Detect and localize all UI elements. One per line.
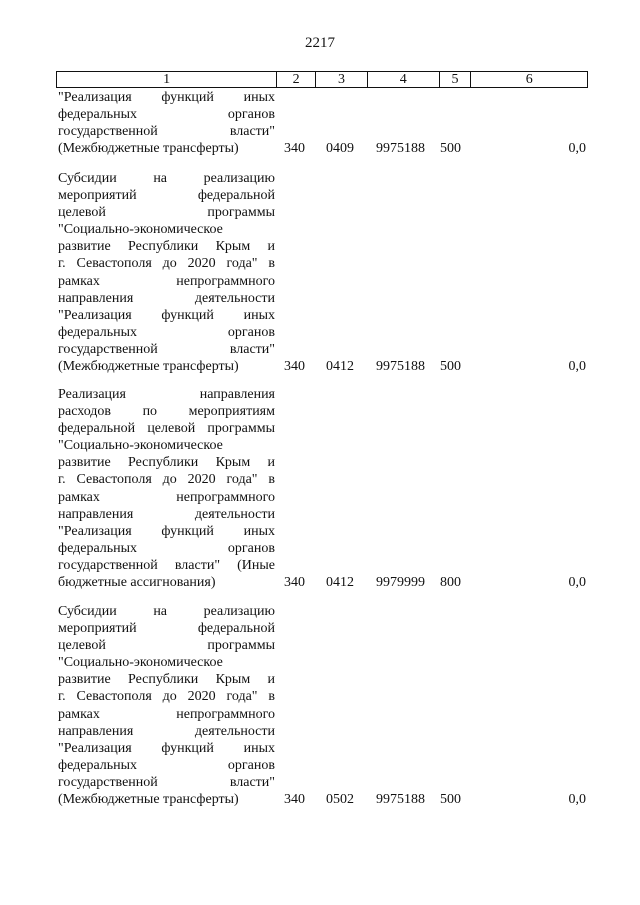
- code-pr: 0502: [326, 792, 354, 808]
- code-rzd: 340: [284, 359, 305, 375]
- amount: 0,0: [568, 359, 586, 375]
- description-line: Реализация направления: [58, 387, 275, 402]
- row-codes: [58, 358, 588, 375]
- description-line: целевой программы: [58, 205, 275, 221]
- column-header-3: 3: [316, 72, 368, 87]
- code-rzd: 340: [284, 575, 305, 591]
- description-line: (Межбюджетные трансферты): [58, 792, 239, 808]
- description-line: направления деятельности: [58, 506, 275, 522]
- table-column-header: [56, 71, 588, 88]
- code-vr: 800: [440, 575, 461, 591]
- description-line: г. Севастополя до 2020 года" в: [58, 472, 275, 488]
- description-line: Субсидии на реализацию: [58, 171, 275, 186]
- description-line: развитие Республики Крым и: [58, 239, 275, 255]
- column-header-1: 1: [57, 72, 277, 87]
- row-description: [58, 386, 275, 591]
- description-line: федеральных органов: [58, 757, 275, 773]
- table-row: [58, 170, 588, 375]
- row-codes: [58, 791, 588, 808]
- description-line: "Социально-экономическое: [58, 655, 223, 671]
- description-line: Субсидии на реализацию: [58, 604, 275, 619]
- code-vr: 500: [440, 141, 461, 157]
- column-header-5: 5: [440, 72, 472, 87]
- code-pr: 0409: [326, 141, 354, 157]
- description-line: государственной власти" (Иные: [58, 557, 275, 573]
- code-vr: 500: [440, 359, 461, 375]
- description-line: "Социально-экономическое: [58, 438, 223, 454]
- description-line: г. Севастополя до 2020 года" в: [58, 689, 275, 705]
- amount: 0,0: [568, 792, 586, 808]
- description-line: расходов по мероприятиям: [58, 404, 275, 420]
- description-line: рамках непрограммного: [58, 273, 275, 289]
- description-line: бюджетные ассигнования): [58, 575, 216, 591]
- description-line: "Реализация функций иных: [58, 90, 275, 105]
- description-line: "Реализация функций иных: [58, 523, 275, 539]
- column-header-2: 2: [277, 72, 316, 87]
- description-line: государственной власти": [58, 341, 275, 357]
- description-line: (Межбюджетные трансферты): [58, 359, 239, 375]
- description-line: "Реализация функций иных: [58, 307, 275, 323]
- description-line: целевой программы: [58, 638, 275, 654]
- column-header-6: 6: [525, 72, 533, 87]
- amount: 0,0: [568, 141, 586, 157]
- description-line: направления деятельности: [58, 723, 275, 739]
- description-line: направления деятельности: [58, 290, 275, 306]
- description-line: государственной власти": [58, 774, 275, 790]
- description-line: г. Севастополя до 2020 года" в: [58, 256, 275, 272]
- description-line: "Реализация функций иных: [58, 740, 275, 756]
- code-csr: 9975188: [376, 141, 425, 157]
- row-description: [58, 603, 275, 808]
- description-line: федеральной целевой программы: [58, 421, 275, 437]
- code-rzd: 340: [284, 141, 305, 157]
- table-row: [58, 603, 588, 808]
- row-codes: [58, 140, 588, 157]
- code-rzd: 340: [284, 792, 305, 808]
- code-pr: 0412: [326, 359, 354, 375]
- column-header-4: 4: [368, 72, 440, 87]
- amount: 0,0: [568, 575, 586, 591]
- table-row: [58, 386, 588, 591]
- description-line: мероприятий федеральной: [58, 188, 275, 204]
- code-pr: 0412: [326, 575, 354, 591]
- description-line: (Межбюджетные трансферты): [58, 141, 239, 157]
- code-csr: 9979999: [376, 575, 425, 591]
- page-number: 2217: [305, 35, 335, 51]
- description-line: государственной власти": [58, 124, 275, 140]
- code-csr: 9975188: [376, 792, 425, 808]
- code-vr: 500: [440, 792, 461, 808]
- description-line: развитие Республики Крым и: [58, 672, 275, 688]
- code-csr: 9975188: [376, 359, 425, 375]
- table-row: [58, 89, 588, 157]
- row-codes: [58, 574, 588, 591]
- description-line: развитие Республики Крым и: [58, 455, 275, 471]
- description-line: рамках непрограммного: [58, 706, 275, 722]
- description-line: "Социально-экономическое: [58, 222, 223, 238]
- description-line: федеральных органов: [58, 107, 275, 123]
- description-line: федеральных органов: [58, 540, 275, 556]
- description-line: мероприятий федеральной: [58, 621, 275, 637]
- description-line: федеральных органов: [58, 324, 275, 340]
- row-description: [58, 170, 275, 375]
- description-line: рамках непрограммного: [58, 489, 275, 505]
